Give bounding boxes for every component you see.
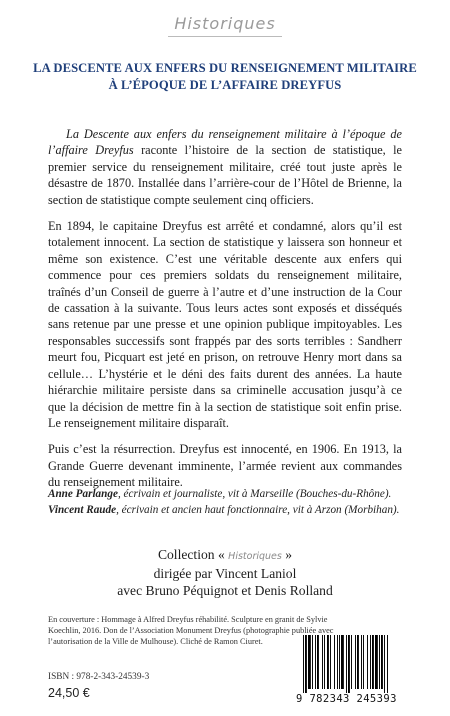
barcode-number: 9 782343 245393 <box>296 693 397 705</box>
author-2-name: Vincent Raude <box>48 504 117 516</box>
title-line-2: À L’ÉPOQUE DE L’AFFAIRE DREYFUS <box>108 78 342 92</box>
isbn: ISBN : 978-2-343-24539-3 <box>48 672 150 682</box>
collection-codirectors: avec Bruno Péquignot et Denis Rolland <box>117 583 333 598</box>
barcode-graphic <box>302 635 412 693</box>
paragraph-1 <box>48 126 402 208</box>
authors-block <box>48 486 418 518</box>
collection-suffix: » <box>281 547 293 562</box>
author-1-name: Anne Parlange <box>48 488 118 500</box>
price: 24,50 € <box>48 686 90 700</box>
book-title <box>24 60 426 94</box>
author-2 <box>48 502 418 518</box>
paragraph-2: En 1894, le capitaine Dreyfus est arrêté et condamné, alors qu’il est totalement innocent. La section de statistique y laissera son honneur et même son existence. C’est une véritable descente aux enfers qui commence pour ces premiers soldats du renseignement militaire, traînés d’un Conseil de guerre à l’autre et d’une instruction de la Cour de cassation à la suivante. Tous leurs actes sont exposés et disséqués sans retenue par une presse et une opinion publique impitoyables. Les responsables successifs sont frappés par des sorts terribles : Sandherr meurt fou, Picquart est jeté en prison, on retrouve Henry mort dans sa cellule… L’hystérie et le déni des faits durent des années. La haute hiérarchie militaire persiste dans sa criminelle accusation jusqu’à ce que la décision de mettre fin à la section de statistique soit enfin prise. Le renseignement militaire disparaît. <box>48 219 402 430</box>
author-1 <box>48 486 418 502</box>
cover-credits: En couverture : Hommage à Alfred Dreyfus réhabilité. Sculpture en granit de Sylvie Koechlin, 2016. Don de l’Association Monument Dreyfus (photographie publiée avec l’autorisation de la Ville de Mulhouse). Cliché de Ramon Ciuret. <box>48 615 334 646</box>
collection-name: Historiques <box>228 551 282 562</box>
paragraph-3: Puis c’est la résurrection. Dreyfus est innocenté, en 1906. En 1913, la Grande Guerre devenant imminente, l’armée revient aux commandes du renseignement militaire. <box>48 442 402 490</box>
title-line-1: LA DESCENTE AUX ENFERS DU RENSEIGNEMENT MILITAIRE <box>33 61 417 75</box>
collection-info <box>0 546 450 599</box>
collection-line-1 <box>0 546 450 565</box>
paragraph-1-title: La Descente aux enfers du renseignement militaire à l’époque de l’affaire Dreyfus <box>48 127 402 158</box>
collection-director: dirigée par Vincent Laniol <box>153 566 297 581</box>
author-1-desc: , écrivain et journaliste, vit à Marseille (Bouches-du-Rhône). <box>117 488 392 500</box>
collection-prefix: Collection « <box>157 547 229 562</box>
back-cover-text <box>48 126 402 501</box>
logo-underline <box>168 36 282 37</box>
paragraph-1-text: raconte l’histoire de la section de statistique, le premier service du renseignement militaire, créé tout juste après le désastre de 1870. Installée dans l’arrière-cour de l’Hôtel de Brienne, la section de statistique compte seulement cinq officiers. <box>48 143 402 207</box>
collection-logo: Historiques <box>174 14 276 33</box>
author-2-desc: , écrivain et ancien haut fonctionnaire, vit à Arzon (Morbihan). <box>116 504 400 516</box>
